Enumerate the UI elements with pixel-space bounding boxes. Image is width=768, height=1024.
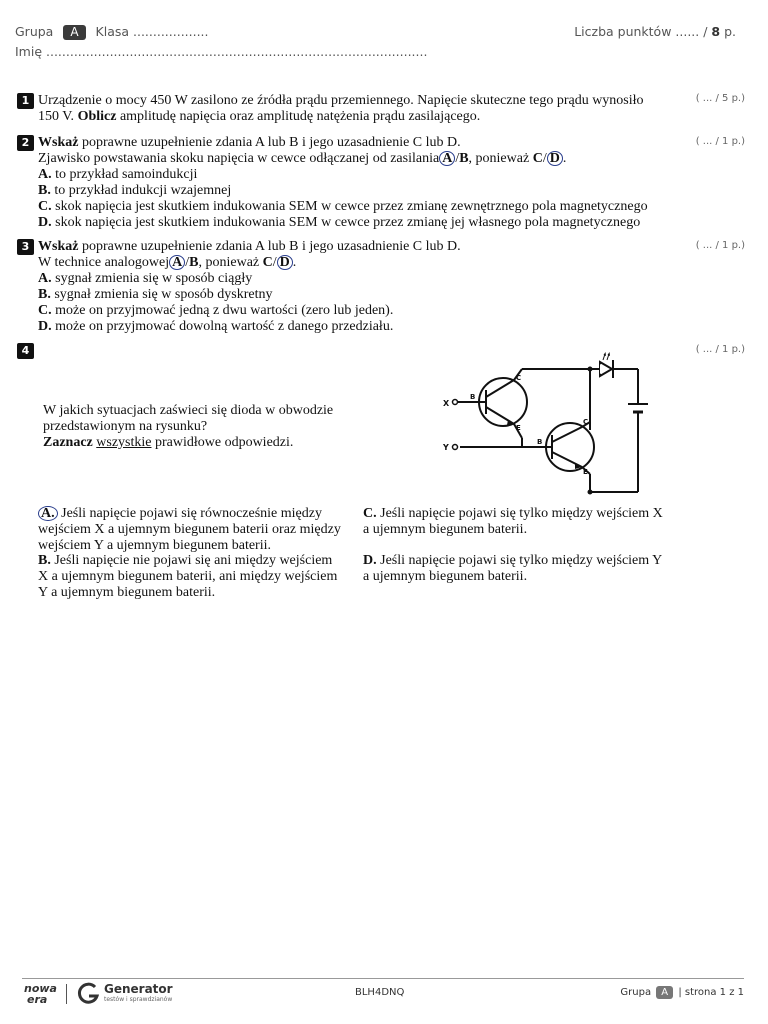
q2-because: , ponieważ bbox=[468, 151, 533, 166]
diagram-label-c2: C bbox=[583, 418, 589, 426]
q3-option-b-letter: B. bbox=[38, 287, 51, 302]
generator-logo-icon bbox=[77, 982, 101, 1006]
q4-answer-d[interactable] bbox=[363, 553, 662, 585]
generator-title: Generator bbox=[104, 982, 173, 996]
points-total: 8 bbox=[711, 24, 721, 39]
q2-choice-b[interactable]: B bbox=[459, 151, 469, 166]
q3-sentence bbox=[38, 255, 461, 271]
q2-instruction bbox=[38, 135, 648, 151]
q2-option-c bbox=[38, 199, 648, 215]
q4-answer-c-line-1: Jeśli napięcie pojawi się tylko między wejściem X bbox=[376, 506, 663, 521]
q1-line2-post: amplitudę napięcia oraz amplitudę natężenia prądu zasilającego. bbox=[116, 109, 481, 124]
diagram-label-x: X bbox=[443, 399, 450, 408]
q4-answer-a-letter-circled[interactable]: A. bbox=[38, 506, 58, 521]
footer-divider bbox=[22, 978, 744, 979]
question-1-text bbox=[38, 93, 644, 125]
q2-slash-2: / bbox=[542, 151, 547, 166]
logo-nowa: nowa bbox=[24, 982, 57, 995]
q3-instruction bbox=[38, 239, 461, 255]
q3-option-d-text: może on przyjmować dowolną wartość z danego przedziału. bbox=[51, 319, 394, 334]
q2-choice-d-circled[interactable]: D bbox=[547, 151, 563, 166]
q4-answer-a[interactable] bbox=[38, 506, 341, 554]
q2-option-b-text: to przykład indukcji wzajemnej bbox=[50, 183, 232, 198]
question-3-text bbox=[38, 239, 461, 335]
q2-sentence bbox=[38, 151, 648, 167]
question-number-2: 2 bbox=[17, 135, 34, 151]
q3-option-c-text: może on przyjmować jedną z dwu wartości (zero lub jeden). bbox=[51, 303, 394, 318]
q3-slash-2: / bbox=[272, 255, 277, 270]
question-number-3: 3 bbox=[17, 239, 34, 255]
q3-option-c-letter: C. bbox=[38, 303, 52, 318]
generator-subtitle: testów i sprawdzianów bbox=[104, 996, 173, 1003]
question-1-line-2 bbox=[38, 109, 644, 125]
q3-wskaz: Wskaż bbox=[38, 239, 79, 254]
q2-choice-a-circled[interactable]: A bbox=[439, 151, 455, 166]
q1-line2-pre: 150 V. bbox=[38, 109, 78, 124]
q4-prompt bbox=[43, 403, 333, 451]
q2-instr-rest: poprawne uzupełnienie zdania A lub B i jego uzasadnienie C lub D. bbox=[78, 135, 461, 150]
diagram-label-b1: B bbox=[470, 393, 476, 401]
q4-answer-c-line-2: a ujemnym biegunem baterii. bbox=[363, 522, 528, 537]
q4-answer-d-letter[interactable]: D. bbox=[363, 553, 377, 568]
q4-answer-b-line-2: X a ujemnym biegunem baterii, ani między wejściem bbox=[38, 569, 338, 584]
q2-option-d-text: skok napięcia jest skutkiem indukowania SEM w cewce przez zmianę jej własnego pola magnetycznego bbox=[51, 215, 641, 230]
q4-prompt-line-2: przedstawionym na rysunku? bbox=[43, 419, 208, 434]
q3-option-a-letter: A. bbox=[38, 271, 52, 286]
question-points-3: ( ... / 1 p.) bbox=[695, 240, 745, 251]
q2-slash-1: / bbox=[455, 151, 460, 166]
q2-option-c-text: skok napięcia jest skutkiem indukowania SEM w cewce przez zmianę zewnętrznego pola magnetycznego bbox=[51, 199, 648, 214]
points-unit: p. bbox=[720, 24, 736, 39]
q4-answer-d-line-2: a ujemnym biegunem baterii. bbox=[363, 569, 528, 584]
points-total-line bbox=[574, 24, 736, 39]
diagram-label-e2: E bbox=[583, 468, 588, 476]
question-number-4: 4 bbox=[17, 343, 34, 359]
question-2-text bbox=[38, 135, 648, 231]
logo-era: era bbox=[27, 993, 48, 1006]
q3-choice-a-circled[interactable]: A bbox=[169, 255, 185, 270]
circuit-diagram bbox=[440, 352, 655, 497]
diagram-label-y: Y bbox=[443, 443, 449, 452]
question-points-4: ( ... / 1 p.) bbox=[695, 344, 745, 355]
group-badge: A bbox=[63, 25, 85, 40]
q4-answer-b-letter[interactable]: B. bbox=[38, 553, 51, 568]
q2-option-c-letter: C. bbox=[38, 199, 52, 214]
q3-end: . bbox=[292, 255, 297, 270]
diagram-label-e1: E bbox=[516, 424, 521, 432]
q4-answer-a-line-3: wejściem Y a ujemnym biegunem baterii. bbox=[38, 538, 272, 553]
q4-answer-a-line-1: Jeśli napięcie pojawi się równocześnie między bbox=[57, 506, 322, 521]
q3-option-a-text: sygnał zmienia się w sposób ciągły bbox=[51, 271, 253, 286]
q3-option-b-text: sygnał zmienia się w sposób dyskretny bbox=[50, 287, 273, 302]
q2-option-a bbox=[38, 167, 648, 183]
footer-page-info bbox=[620, 986, 744, 999]
q4-prompt-line-3 bbox=[43, 435, 333, 451]
q2-wskaz: Wskaż bbox=[38, 135, 79, 150]
footer-page-text: | strona 1 z 1 bbox=[678, 987, 744, 998]
points-label: Liczba punktów ...... / bbox=[574, 24, 712, 39]
q2-end: . bbox=[562, 151, 567, 166]
q3-option-d bbox=[38, 319, 461, 335]
q4-prompt-rest: prawidłowe odpowiedzi. bbox=[151, 435, 294, 450]
q4-answer-c[interactable] bbox=[363, 506, 663, 538]
group-line bbox=[15, 24, 209, 40]
q4-answer-d-line-1: Jeśli napięcie pojawi się tylko między wejściem Y bbox=[376, 553, 663, 568]
q2-option-d-letter: D. bbox=[38, 215, 52, 230]
q2-option-b-letter: B. bbox=[38, 183, 51, 198]
footer-group-label: Grupa bbox=[620, 987, 652, 998]
q2-choice-c[interactable]: C bbox=[532, 151, 543, 166]
q3-choice-c[interactable]: C bbox=[262, 255, 273, 270]
q3-choice-b[interactable]: B bbox=[189, 255, 199, 270]
question-points-1: ( ... / 5 p.) bbox=[695, 93, 745, 104]
q3-option-a bbox=[38, 271, 461, 287]
q2-sentence-text: Zjawisko powstawania skoku napięcia w cewce odłączanej od zasilania bbox=[38, 151, 440, 166]
group-label: Grupa bbox=[15, 24, 54, 39]
question-1-line-1: Urządzenie o mocy 450 W zasilono ze źródła prądu przemiennego. Napięcie skuteczne tego prądu wynosiło bbox=[38, 93, 644, 108]
q3-instr-rest: poprawne uzupełnienie zdania A lub B i jego uzasadnienie C lub D. bbox=[78, 239, 461, 254]
q3-sentence-text: W technice analogowej bbox=[38, 255, 170, 270]
q2-option-a-letter: A. bbox=[38, 167, 52, 182]
class-label: Klasa ................... bbox=[95, 24, 209, 39]
q4-answer-a-line-2: wejściem X a ujemnym biegunem baterii oraz między bbox=[38, 522, 341, 537]
q4-wszystkie: wszystkie bbox=[96, 435, 152, 450]
q2-option-d bbox=[38, 215, 648, 231]
question-number-1: 1 bbox=[17, 93, 34, 109]
question-points-2: ( ... / 1 p.) bbox=[695, 136, 745, 147]
q4-zaznacz: Zaznacz bbox=[43, 435, 93, 450]
q4-prompt-line-1: W jakich sytuacjach zaświeci się dioda w obwodzie bbox=[43, 403, 334, 418]
q4-answer-b-line-1: Jeśli napięcie nie pojawi się ani między wejściem bbox=[50, 553, 333, 568]
nowa-era-logo bbox=[24, 983, 57, 1005]
q3-because: , ponieważ bbox=[198, 255, 263, 270]
name-line: Imię ................................................................................................ bbox=[15, 44, 428, 59]
q2-option-b bbox=[38, 183, 648, 199]
footer-group-badge: A bbox=[656, 986, 673, 999]
q3-slash-1: / bbox=[185, 255, 190, 270]
q3-option-c bbox=[38, 303, 461, 319]
document-code: BLH4DNQ bbox=[355, 987, 405, 998]
q2-option-a-text: to przykład samoindukcji bbox=[51, 167, 198, 182]
diagram-label-b2: B bbox=[537, 438, 543, 446]
q3-option-b bbox=[38, 287, 461, 303]
q4-answer-c-letter[interactable]: C. bbox=[363, 506, 377, 521]
q4-answer-b-line-3: Y a ujemnym biegunem baterii. bbox=[38, 585, 216, 600]
diagram-label-c1: C bbox=[516, 374, 522, 382]
q4-answer-b[interactable] bbox=[38, 553, 337, 601]
logo-separator bbox=[66, 984, 67, 1004]
q3-option-d-letter: D. bbox=[38, 319, 52, 334]
q1-oblicz: Oblicz bbox=[77, 109, 117, 124]
q3-choice-d-circled[interactable]: D bbox=[277, 255, 293, 270]
generator-logo-text bbox=[104, 983, 173, 1004]
